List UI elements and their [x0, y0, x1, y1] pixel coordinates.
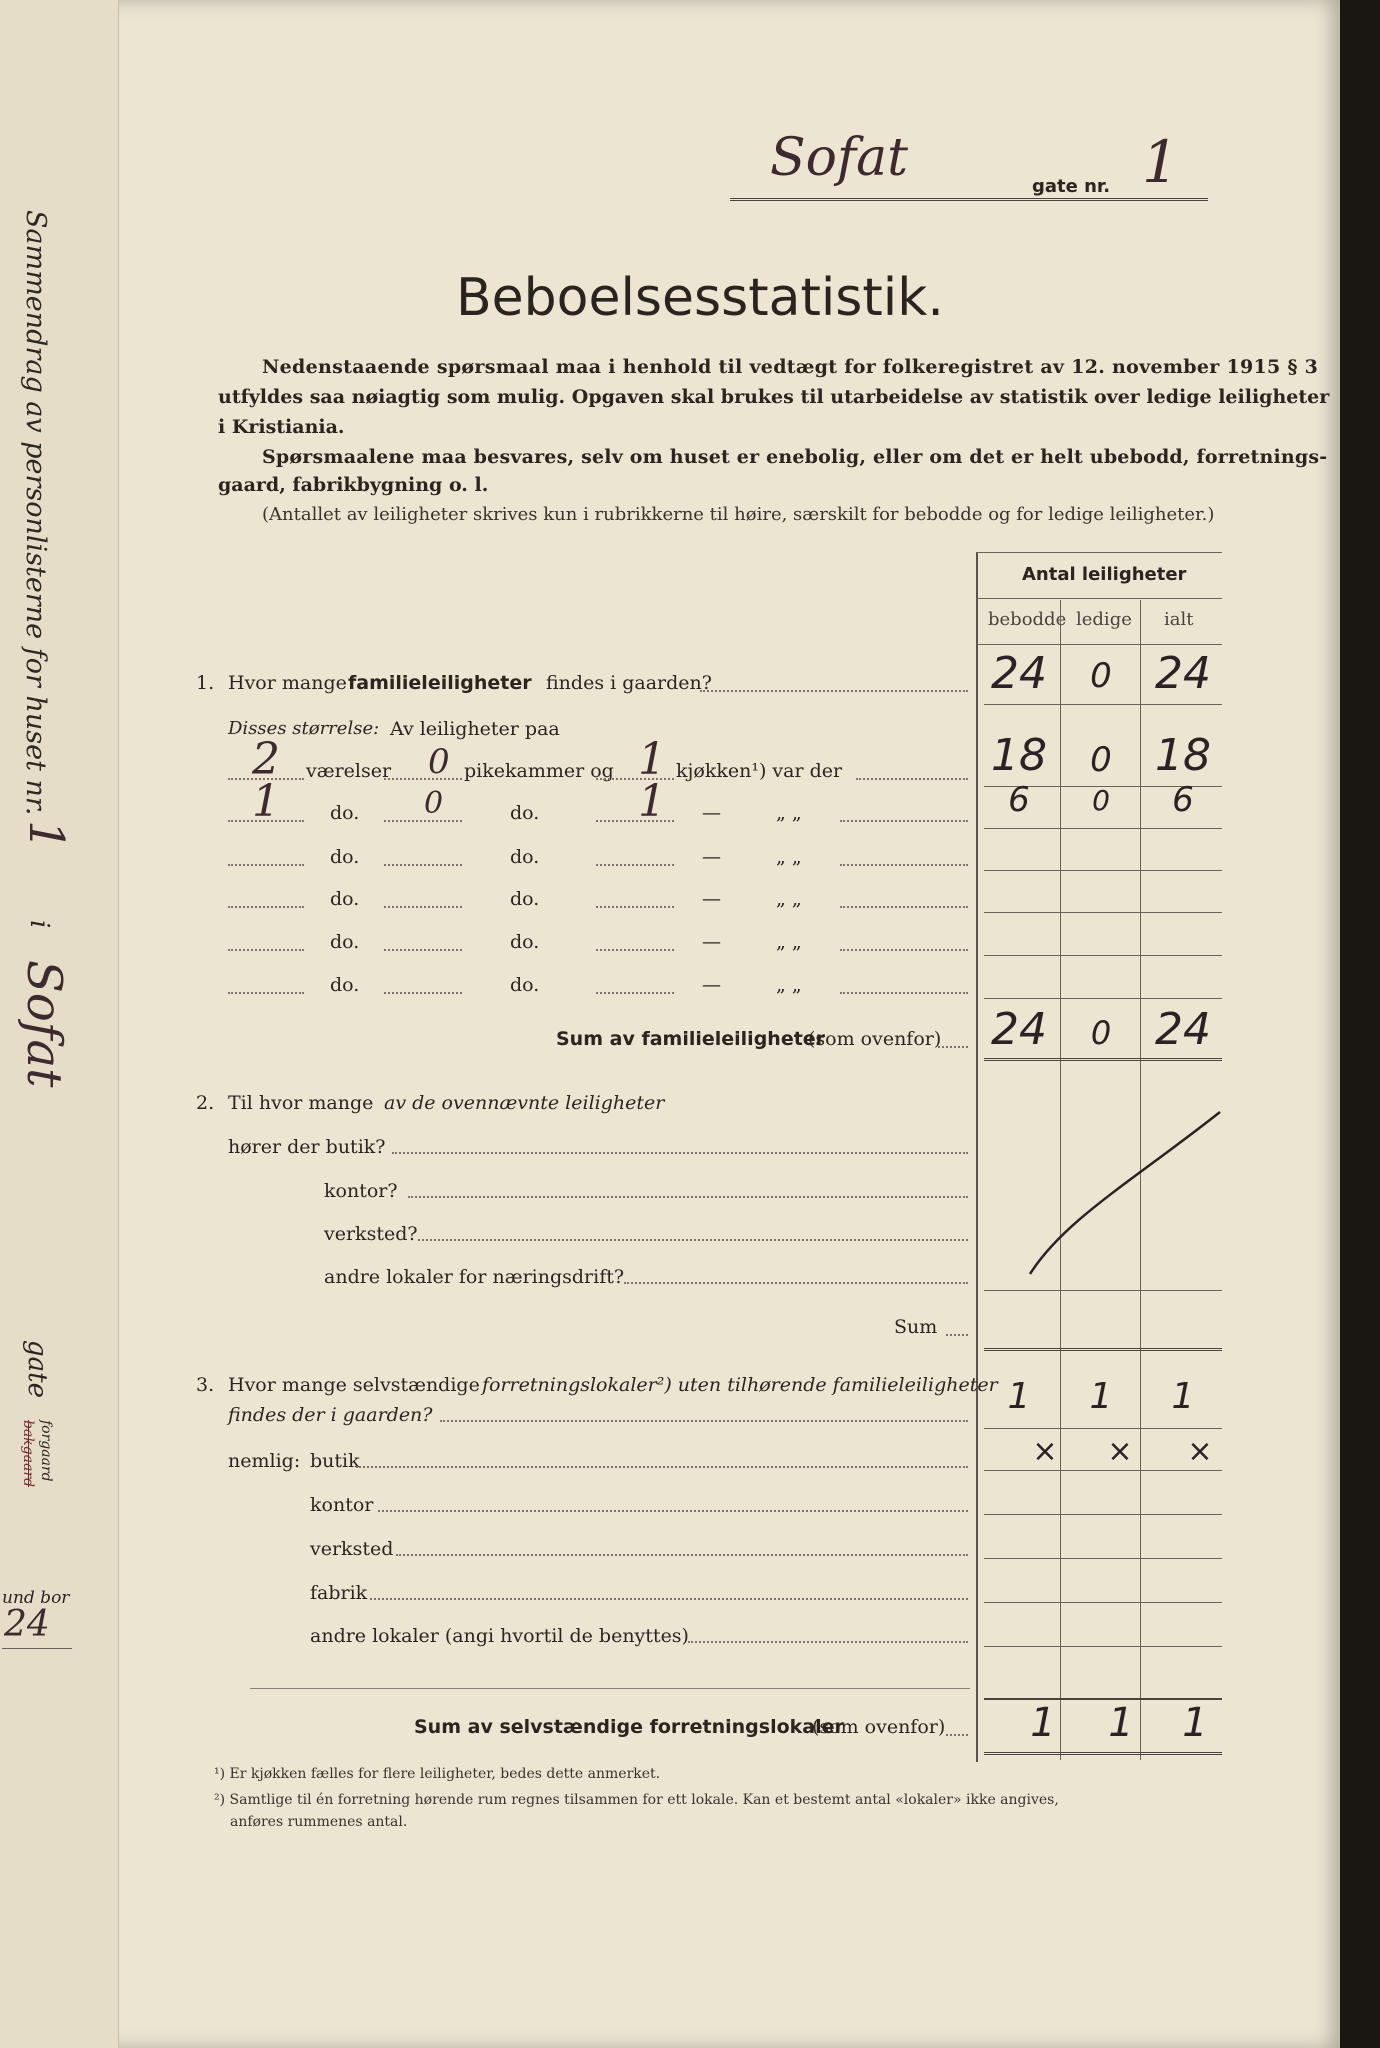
row3-do-1: do.	[330, 846, 360, 868]
row6-kitchen-line	[596, 992, 674, 994]
q1-size-intro-b: Av leiligheter paa	[390, 718, 560, 740]
row5-kitchen-line	[596, 949, 674, 951]
row1-pikekammer: pikekammer og	[464, 760, 614, 782]
q2-item-andre: andre lokaler for næringsdrift?	[324, 1266, 625, 1288]
row1-maid-line	[384, 778, 462, 780]
row3-kitchen-line	[596, 864, 674, 866]
q3-sum-label-a: Sum av selvstændige forretningslokaler	[414, 1716, 844, 1738]
q3-andre-rule	[984, 1646, 1222, 1647]
row2-dots	[840, 820, 968, 822]
gate-rule	[730, 198, 1208, 201]
intro-line-3: i Kristiania.	[218, 416, 345, 438]
q1-dots	[700, 690, 968, 692]
row5-dots	[840, 949, 968, 951]
q1-sum-label-a: Sum av familieleiligheter	[556, 1028, 826, 1050]
row2-dash: —	[702, 802, 721, 824]
intro-line-6: (Antallet av leiligheter skrives kun i rubrikkerne til høire, særskilt for bebodde og for ledige leiligheter.)	[262, 504, 1215, 525]
row3-maid-line	[384, 864, 462, 866]
q2-item-butik: hører der butik?	[228, 1136, 386, 1158]
q3-butik-bebodde: ×	[1032, 1434, 1058, 1469]
row6-do-1: do.	[330, 974, 360, 996]
row2-value-bebodde: 6	[1008, 780, 1030, 820]
q3-nemlig: nemlig:	[228, 1450, 301, 1472]
row4-do-2: do.	[510, 888, 540, 910]
row1-dots	[856, 778, 968, 780]
row2-maid-line	[384, 820, 462, 822]
row2-value-ledige: 0	[1092, 784, 1110, 817]
table-head-title: Antal leiligheter	[1022, 564, 1187, 585]
q3-verksted-rule	[984, 1558, 1222, 1559]
q1-text-c: findes i gaarden?	[546, 672, 712, 694]
q1-number: 1.	[196, 672, 215, 694]
page-title: Beboelsesstatistik.	[456, 268, 944, 328]
row3-rule	[984, 870, 1222, 871]
row2-do-1: do.	[330, 802, 360, 824]
q3-fabrik-rule	[984, 1602, 1222, 1603]
row4-rule	[984, 912, 1222, 913]
row6-quote: „ „	[776, 974, 802, 996]
row1-kjokken: kjøkken¹) var der	[676, 760, 843, 782]
q2-sum-dots	[946, 1334, 968, 1336]
table-head-bottom	[976, 644, 1222, 645]
side-bor-label: und bor	[2, 1588, 70, 1608]
intro-line-1: Nedenstaaende spørsmaal maa i henhold til vedtægt for folkeregistret av 12. november 1915 § 3	[262, 356, 1319, 378]
row4-dots	[840, 906, 968, 908]
q3-dots	[440, 1420, 968, 1422]
left-summary-strip	[0, 0, 119, 2048]
row3-dash: —	[702, 846, 721, 868]
gate-number: 1	[1142, 128, 1179, 196]
q3-dots-kontor	[378, 1510, 968, 1512]
q2-item-verksted: verksted?	[324, 1223, 418, 1245]
side-bakgaard: bakgaard	[20, 1420, 36, 1488]
q3-text-a: Hvor mange selvstændige	[228, 1374, 480, 1396]
q3-separator	[250, 1688, 970, 1689]
row2-maid: 0	[424, 786, 444, 821]
table-top-rule	[976, 552, 1222, 553]
q3-item-andre: andre lokaler (angi hvortil de benyttes)	[310, 1625, 689, 1647]
row5-do-1: do.	[330, 931, 360, 953]
row6-maid-line	[384, 992, 462, 994]
row6-dash: —	[702, 974, 721, 996]
q3-sum-bebodde: 1	[1030, 1700, 1056, 1746]
side-bor-rule	[2, 1648, 72, 1649]
row1-vaerelser: værelser	[306, 760, 392, 782]
footnote-1: ¹) Er kjøkken fælles for flere leiligheter, bedes dette anmerket.	[214, 1766, 661, 1782]
q2-sum-top-rule	[984, 1290, 1222, 1291]
row5-quote: „ „	[776, 931, 802, 953]
q2-text-a: Til hvor mange	[228, 1092, 374, 1114]
row6-rooms-line	[228, 992, 304, 994]
footnote-2b: anføres rummenes antal.	[230, 1814, 408, 1830]
q1-text-b: familieleiligheter	[348, 672, 532, 694]
q3-sum-dots	[946, 1734, 968, 1736]
q3-rule	[984, 1428, 1222, 1429]
row5-do-2: do.	[510, 931, 540, 953]
row3-quote: „ „	[776, 846, 802, 868]
q1-value-ialt: 24	[1155, 648, 1211, 699]
row3-do-2: do.	[510, 846, 540, 868]
q2-text-b: av de ovennævnte leiligheter	[384, 1092, 665, 1114]
row5-maid-line	[384, 949, 462, 951]
row1-value-bebodde: 18	[991, 730, 1047, 781]
q2-dots-andre	[624, 1282, 968, 1284]
col-head-bebodde: bebodde	[988, 609, 1067, 630]
q3-text-c: findes der i gaarden?	[228, 1404, 433, 1426]
q3-butik-rule	[984, 1470, 1222, 1471]
q1-sum-ledige: 0	[1090, 1014, 1112, 1052]
q2-diagonal-strike	[984, 1060, 1224, 1300]
row2-value-ialt: 6	[1172, 780, 1194, 820]
q3-dots-fabrik	[370, 1598, 968, 1600]
row4-kitchen-line	[596, 906, 674, 908]
q1-sum-label-b: (som ovenfor)	[808, 1028, 942, 1050]
q3-value-ledige: 1	[1089, 1376, 1113, 1417]
q1-sum-dots	[938, 1046, 968, 1048]
footnote-2a: ²) Samtlige til én forretning hørende rum regnes tilsammen for ett lokale. Kan et bestemt antal «lokaler» ikke angives,	[214, 1792, 1059, 1808]
row1-rooms: 2	[252, 734, 280, 785]
q3-value-bebodde: 1	[1007, 1376, 1031, 1417]
row3-rooms-line	[228, 864, 304, 866]
row2-do-2: do.	[510, 802, 540, 824]
q1-rule	[984, 704, 1222, 705]
q3-item-fabrik: fabrik	[310, 1582, 368, 1604]
street-name-handwritten: Sofat	[770, 128, 909, 188]
row2-rooms: 1	[252, 776, 280, 827]
side-bor-value: 24	[4, 1604, 50, 1645]
intro-line-4: Spørsmaalene maa besvares, selv om huset er enebolig, eller om det er helt ubebodd, forretnings-	[262, 446, 1328, 468]
row2-rule	[984, 828, 1222, 829]
q2-item-kontor: kontor?	[324, 1180, 398, 1202]
intro-line-5: gaard, fabrikbygning o. l.	[218, 474, 489, 496]
table-head-rule	[976, 598, 1222, 599]
side-word-i: i	[24, 920, 54, 929]
q3-item-verksted: verksted	[310, 1538, 394, 1560]
row2-kitchen: 1	[638, 776, 666, 827]
q2-sum-rule	[984, 1348, 1222, 1351]
row1-kitchen: 1	[638, 734, 666, 785]
side-forgaard: forgaard	[38, 1420, 54, 1482]
q3-kontor-rule	[984, 1514, 1222, 1515]
row1-value-ialt: 18	[1155, 730, 1211, 781]
row6-dots	[840, 992, 968, 994]
row6-do-2: do.	[510, 974, 540, 996]
row2-kitchen-line	[596, 820, 674, 822]
intro-line-2: utfyldes saa nøiagtig som mulig. Opgaven skal brukes til utarbeidelse av statistik over ledige leiligheter	[218, 386, 1330, 408]
q3-dots-verksted	[396, 1554, 968, 1556]
row1-maid: 0	[428, 742, 450, 782]
q3-sum-ledige: 1	[1108, 1700, 1134, 1746]
row2-rooms-line	[228, 820, 304, 822]
q1-value-ledige: 0	[1090, 656, 1112, 696]
q3-sum-ialt: 1	[1182, 1700, 1208, 1746]
q1-text-a: Hvor mange	[228, 672, 347, 694]
q1-value-bebodde: 24	[991, 648, 1047, 699]
side-gate: gate	[22, 1340, 52, 1398]
q2-dots-kontor	[408, 1196, 968, 1198]
row4-maid-line	[384, 906, 462, 908]
q3-item-kontor: kontor	[310, 1494, 374, 1516]
q3-item-butik: butik	[310, 1450, 360, 1472]
row4-do-1: do.	[330, 888, 360, 910]
q1-sum-bebodde: 24	[991, 1004, 1047, 1055]
side-vertical-text: Sammendrag av personlisterne for huset nr.	[20, 210, 51, 816]
side-house-number: 1	[18, 820, 74, 851]
row4-quote: „ „	[776, 888, 802, 910]
q3-sum-rule	[984, 1752, 1222, 1755]
q3-sum-label-b: (som ovenfor)	[812, 1716, 946, 1738]
row4-dash: —	[702, 888, 721, 910]
q1-size-intro-a: Disses størrelse:	[228, 718, 380, 739]
row3-dots	[840, 864, 968, 866]
q3-value-ialt: 1	[1171, 1376, 1195, 1417]
q2-number: 2.	[196, 1092, 215, 1114]
col-head-ialt: ialt	[1164, 609, 1194, 630]
q3-number: 3.	[196, 1374, 215, 1396]
row6-rule	[984, 998, 1222, 999]
col-head-ledige: ledige	[1076, 609, 1132, 630]
q3-butik-ledige: ×	[1107, 1434, 1133, 1469]
q2-dots-verksted	[418, 1239, 968, 1241]
row2-quote: „ „	[776, 802, 802, 824]
q3-dots-butik	[356, 1466, 968, 1468]
q2-sum-label: Sum	[894, 1316, 938, 1338]
q3-butik-ialt: ×	[1187, 1434, 1213, 1469]
row1-value-ledige: 0	[1090, 740, 1112, 780]
gate-label: gate nr.	[1032, 176, 1111, 197]
side-street: Sofat	[16, 960, 72, 1088]
q1-sum-ialt: 24	[1155, 1004, 1211, 1055]
q3-text-b: forretningslokaler²) uten tilhørende familieleiligheter	[482, 1374, 998, 1396]
q3-dots-andre	[688, 1641, 968, 1643]
table-left-border	[976, 552, 978, 1762]
row5-dash: —	[702, 931, 721, 953]
q2-dots-butik	[392, 1152, 968, 1154]
row4-rooms-line	[228, 906, 304, 908]
row5-rooms-line	[228, 949, 304, 951]
row5-rule	[984, 955, 1222, 956]
